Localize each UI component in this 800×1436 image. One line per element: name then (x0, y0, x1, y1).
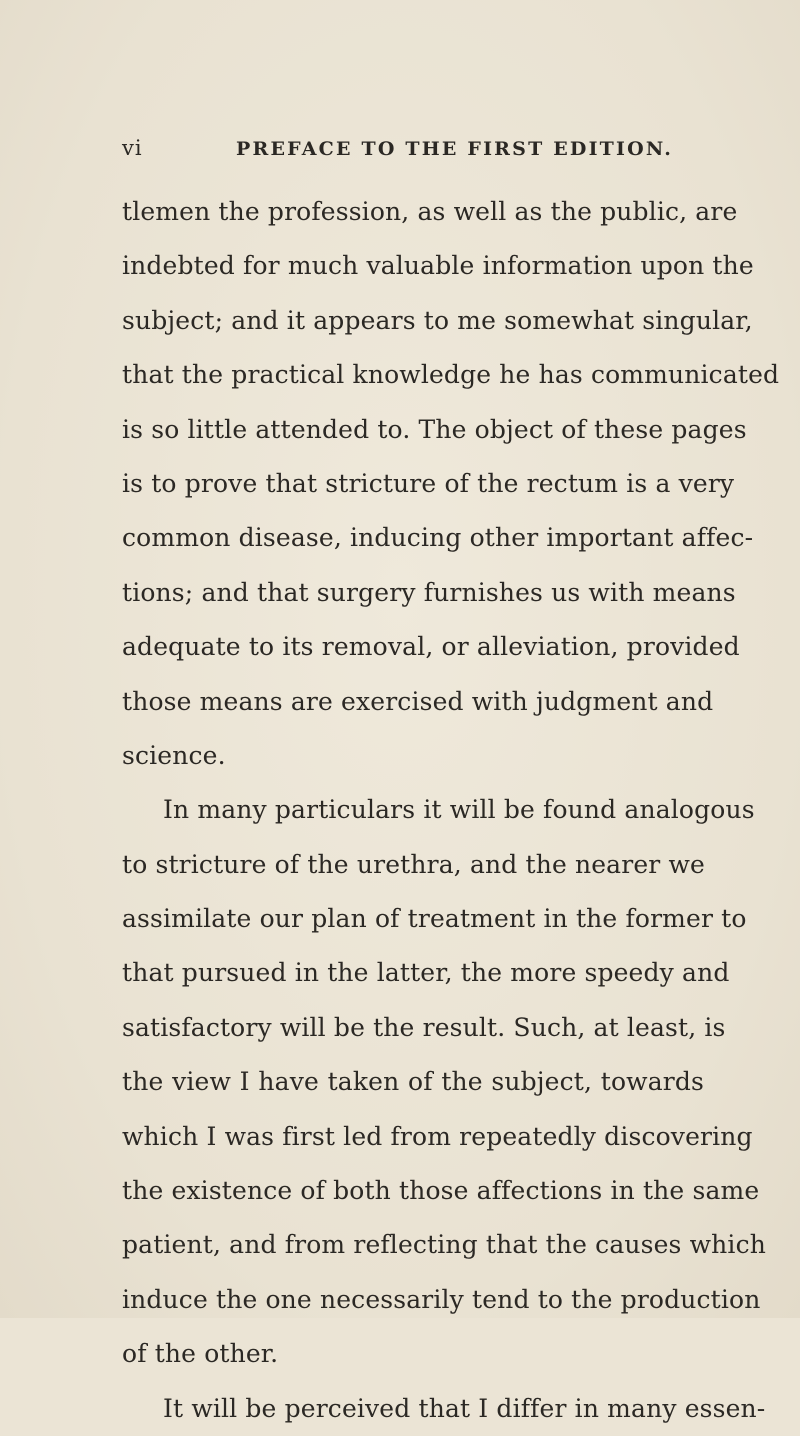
text-line: the existence of both those affections in the same (122, 1176, 760, 1206)
text-line: those means are exercised with judgment and (122, 686, 714, 716)
text-line: that the practical knowledge he has communicated (122, 360, 780, 390)
text-line: assimilate our plan of treatment in the former to (122, 904, 747, 934)
text-line: to stricture of the urethra, and the nearer we (122, 849, 705, 879)
running-head-title: PREFACE TO THE FIRST EDITION. (236, 138, 674, 160)
paragraph-start-line: In many particulars it will be found analogous (163, 795, 755, 825)
running-head (122, 136, 702, 166)
text-line: satisfactory will be the result. Such, at least, is (122, 1012, 726, 1042)
paragraph-start-line: It will be perceived that I differ in many essen- (163, 1393, 766, 1423)
text-line: common disease, inducing other important affec- (122, 523, 754, 553)
paragraph-end-line: science. (122, 740, 226, 770)
text-line: is so little attended to. The object of these pages (122, 414, 747, 444)
page-number: vi (122, 136, 143, 160)
text-line: induce the one necessarily tend to the production (122, 1284, 761, 1314)
text-line: subject; and it appears to me somewhat singular, (122, 305, 753, 335)
text-line: adequate to its removal, or alleviation, provided (122, 632, 740, 662)
body-text (122, 185, 780, 1436)
text-line: tlemen the profession, as well as the public, are (122, 197, 738, 226)
paragraph-end-line: of the other. (122, 1339, 279, 1369)
text-line: indebted for much valuable information upon the (122, 251, 754, 281)
text-line: that pursued in the latter, the more speedy and (122, 958, 730, 988)
text-line: patient, and from reflecting that the causes which (122, 1230, 766, 1260)
text-line: which I was first led from repeatedly discovering (122, 1121, 753, 1151)
text-line: tions; and that surgery furnishes us with means (122, 577, 736, 607)
text-line: the view I have taken of the subject, towards (122, 1067, 704, 1097)
text-line: is to prove that stricture of the rectum is a very (122, 468, 735, 498)
